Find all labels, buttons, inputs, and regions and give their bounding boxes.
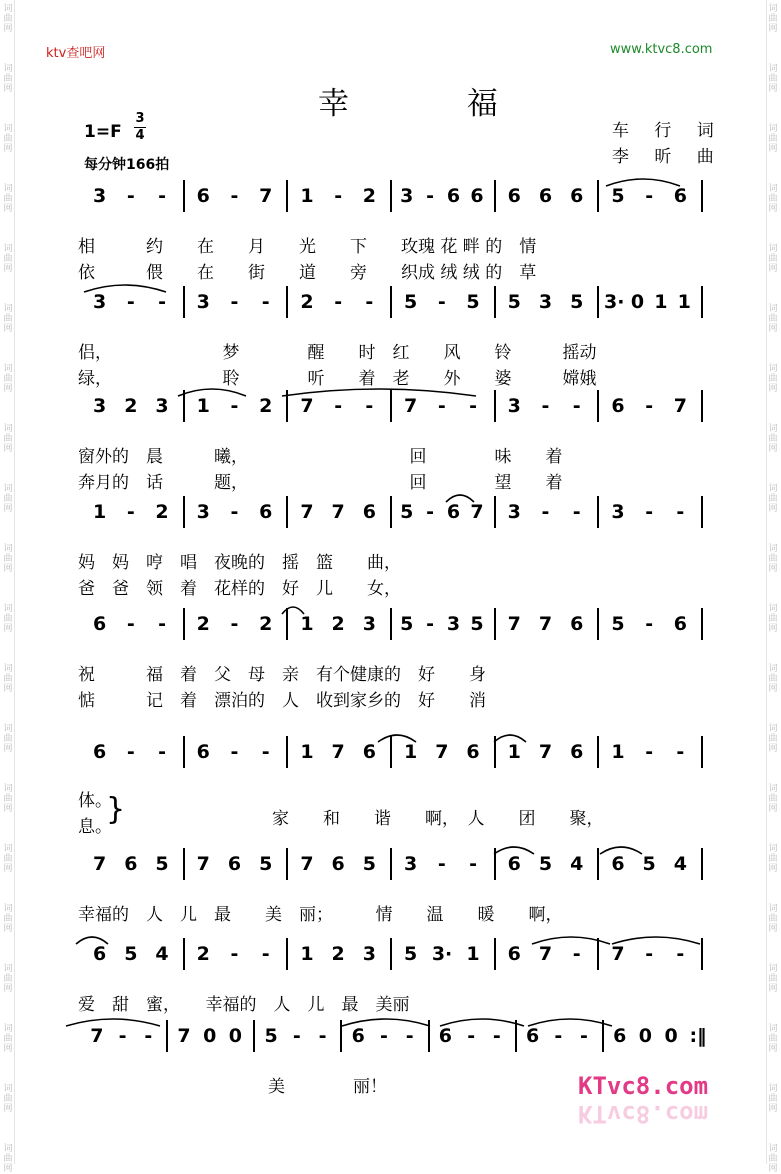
- note: 3·: [604, 291, 625, 313]
- note: 6: [466, 741, 480, 763]
- bar-line: [183, 736, 185, 768]
- note: 5: [642, 853, 656, 875]
- note: 5: [403, 291, 418, 313]
- watermark-text: 词 曲 网: [3, 124, 13, 154]
- note: 5: [259, 853, 273, 875]
- note: -: [334, 185, 343, 207]
- note: 5: [470, 613, 484, 635]
- watermark-text: 词 曲 网: [768, 64, 778, 94]
- note: 7: [300, 395, 314, 417]
- note: 4: [673, 853, 687, 875]
- watermark-text: 词 曲 网: [3, 664, 13, 694]
- watermark-text: 词 曲 网: [768, 964, 778, 994]
- watermark-text: 词 曲 网: [768, 904, 778, 934]
- note: 6: [362, 741, 376, 763]
- note: -: [437, 395, 446, 417]
- note: -: [126, 741, 135, 763]
- note: 3: [611, 501, 625, 523]
- note: 3: [196, 501, 210, 523]
- note: 7: [538, 943, 553, 965]
- watermark-text: 词 曲 网: [3, 244, 13, 274]
- note: -: [541, 501, 550, 523]
- note: 1: [300, 943, 314, 965]
- note: 2: [362, 185, 376, 207]
- note: 6: [196, 741, 210, 763]
- note: 1: [611, 741, 625, 763]
- note: -: [426, 613, 435, 635]
- note: 6: [570, 741, 584, 763]
- bar-line: [390, 608, 392, 640]
- bar-line: [701, 496, 703, 528]
- note: 6: [470, 185, 484, 207]
- lyric-line: 依 偎 在 街 道 旁 织成 绒 绒 的 草: [78, 263, 537, 283]
- bar-line: [286, 180, 288, 212]
- note: -: [230, 291, 239, 313]
- note: -: [230, 395, 239, 417]
- note: 3: [92, 185, 107, 207]
- note: 0: [228, 1025, 243, 1047]
- bar-line: [701, 938, 703, 970]
- lyric-line: 相 约 在 月 光 下 玫瑰 花 畔 的 情: [78, 237, 537, 257]
- note: 6: [611, 853, 625, 875]
- note: -: [645, 943, 654, 965]
- note: -: [230, 741, 239, 763]
- watermark-text: 词 曲 网: [768, 1084, 778, 1114]
- watermark-text: 词 曲 网: [3, 424, 13, 454]
- watermark-text: 词 曲 网: [768, 484, 778, 514]
- note: -: [541, 395, 550, 417]
- note: -: [118, 1025, 127, 1047]
- watermark-text: 词 曲 网: [768, 364, 778, 394]
- note: -: [230, 501, 239, 523]
- note: -: [572, 501, 581, 523]
- note: 5: [611, 185, 625, 207]
- watermark-text: 词 曲 网: [768, 184, 778, 214]
- watermark-text: 词 曲 网: [3, 64, 13, 94]
- note: 6: [196, 185, 210, 207]
- lyricist-credit: 车 行 词: [612, 121, 724, 141]
- note: 2: [259, 395, 273, 417]
- note: 0: [630, 291, 645, 313]
- bar-line: [515, 1020, 517, 1052]
- note: -: [469, 395, 477, 417]
- bar-line: [597, 848, 599, 880]
- note: -: [645, 185, 654, 207]
- note: -: [645, 395, 654, 417]
- note: -: [572, 943, 581, 965]
- note: 6: [611, 395, 625, 417]
- watermark-text: 词 曲 网: [3, 364, 13, 394]
- bar-line: [183, 286, 185, 318]
- watermark-text: 词 曲 网: [3, 304, 13, 334]
- note: -: [437, 291, 446, 313]
- bar-line: [494, 848, 496, 880]
- note: 5: [362, 853, 376, 875]
- note: 3: [92, 291, 107, 313]
- lyric-line: 祝 福 着 父 母 亲 有个健康的 好 身: [78, 665, 486, 685]
- note: 3: [92, 395, 107, 417]
- note: 5: [403, 943, 418, 965]
- note: 3: [507, 395, 521, 417]
- bar-line: [183, 938, 185, 970]
- note: 5: [570, 291, 584, 313]
- note: -: [261, 291, 270, 313]
- note: 6: [507, 943, 521, 965]
- note: 5: [507, 291, 521, 313]
- lyric-line: 幸福的 人 儿 最 美 丽； 情 温 暖 啊，: [78, 905, 563, 925]
- note: 2: [259, 613, 273, 635]
- note: -: [334, 291, 343, 313]
- composer-credit: 李 昕 曲: [612, 147, 724, 167]
- note: 6: [227, 853, 242, 875]
- bar-line: [597, 938, 599, 970]
- note: 0: [638, 1025, 653, 1047]
- note: 3: [400, 185, 414, 207]
- note: -: [126, 501, 135, 523]
- note: 2: [196, 943, 210, 965]
- note: 3: [362, 943, 376, 965]
- lyric-line: 绿， 聆 听 着 老 外 婆 嫦娥: [78, 369, 597, 389]
- bar-line: [494, 938, 496, 970]
- note: 4: [155, 943, 169, 965]
- note: 0: [203, 1025, 217, 1047]
- bar-line: [166, 1020, 168, 1052]
- bar-line: [494, 608, 496, 640]
- watermark-text: 词 曲 网: [768, 844, 778, 874]
- bar-line: [701, 180, 703, 212]
- site-url-header: www.ktvc8.com: [610, 42, 713, 57]
- note: 7: [435, 741, 449, 763]
- bar-line: [701, 286, 703, 318]
- note: 6: [538, 185, 553, 207]
- note: 7: [403, 395, 418, 417]
- watermark-text: 词 曲 网: [768, 664, 778, 694]
- note: -: [365, 291, 374, 313]
- bar-line: [428, 1020, 430, 1052]
- note: -: [676, 501, 685, 523]
- note: 6: [351, 1025, 365, 1047]
- note: 6: [438, 1025, 453, 1047]
- note: -: [380, 1025, 388, 1047]
- note: 6: [446, 501, 461, 523]
- bar-line: [390, 390, 392, 422]
- note: 3·: [431, 943, 453, 965]
- note: 6: [613, 1025, 627, 1047]
- note: 6: [446, 185, 461, 207]
- lyric-line: 爸 爸 领 着 花样的 好 儿 女，: [78, 579, 401, 599]
- watermark-text: 词 曲 网: [768, 724, 778, 754]
- note: 1: [403, 741, 418, 763]
- key-signature: 1=F: [84, 122, 122, 142]
- watermark-text: 词 曲 网: [3, 1084, 13, 1114]
- note: 5: [400, 613, 414, 635]
- note: -: [467, 1025, 476, 1047]
- lyric-line: 妈 妈 哼 唱 夜晚的 摇 篮 曲，: [78, 553, 401, 573]
- note: -: [230, 185, 239, 207]
- note: 6: [673, 613, 687, 635]
- bar-line: [183, 848, 185, 880]
- watermark-text: 词 曲 网: [768, 244, 778, 274]
- bar-line: [183, 390, 185, 422]
- note: -: [580, 1025, 588, 1047]
- note: -: [158, 613, 166, 635]
- note: 0: [664, 1025, 678, 1047]
- lyric-line: 奔月的 话 题， 回 望 着: [78, 473, 563, 493]
- watermark-text: 词 曲 网: [768, 604, 778, 634]
- tempo-marking: 每分钟166拍: [84, 157, 170, 173]
- note: -: [158, 291, 166, 313]
- lyric-line: 惦 记 着 漂泊的 人 收到家乡的 好 消: [78, 691, 486, 711]
- note: 6: [673, 185, 687, 207]
- note: 7: [90, 1025, 104, 1047]
- note: 7: [538, 613, 553, 635]
- end-repeat-sign: :‖: [689, 1025, 707, 1047]
- watermark-text: 词 曲 网: [3, 904, 13, 934]
- note: 6: [331, 853, 345, 875]
- bar-line: [286, 286, 288, 318]
- bar-line: [390, 286, 392, 318]
- watermark-text: 词 曲 网: [3, 544, 13, 574]
- note: -: [261, 943, 270, 965]
- bar-line: [597, 496, 599, 528]
- note: -: [126, 185, 135, 207]
- note: 2: [124, 395, 138, 417]
- watermark-text: 词 曲 网: [768, 304, 778, 334]
- watermark-text: 词 曲 网: [3, 184, 13, 214]
- lyric-line: 体。: [78, 791, 112, 811]
- note: -: [676, 943, 685, 965]
- note: -: [492, 1025, 501, 1047]
- note: 7: [611, 943, 625, 965]
- note: 7: [538, 741, 553, 763]
- note: 7: [259, 185, 273, 207]
- note: 6: [124, 853, 138, 875]
- bar-line: [494, 390, 496, 422]
- note: 2: [155, 501, 169, 523]
- note: 2: [331, 613, 345, 635]
- note: -: [158, 741, 166, 763]
- watermark-text: 词 曲 网: [3, 484, 13, 514]
- bar-line: [602, 1020, 604, 1052]
- note: -: [469, 853, 477, 875]
- site-logo-reflection: KTvc8.com: [578, 1100, 709, 1128]
- note: 6: [507, 185, 521, 207]
- lyric-line: 息。: [78, 817, 112, 837]
- note: 4: [570, 853, 584, 875]
- verse-bracket: }: [106, 792, 126, 827]
- note: 2: [331, 943, 345, 965]
- watermark-text: 词 曲 网: [3, 724, 13, 754]
- note: 7: [300, 853, 314, 875]
- bar-line: [494, 180, 496, 212]
- note: -: [158, 185, 166, 207]
- note: 3: [538, 291, 553, 313]
- time-signature: [134, 112, 146, 143]
- note: 7: [177, 1025, 191, 1047]
- note: -: [437, 853, 446, 875]
- site-name-header: ktv查吧网: [46, 46, 106, 61]
- bar-line: [183, 496, 185, 528]
- note: 1: [300, 741, 314, 763]
- watermark-text: 词 曲 网: [768, 1024, 778, 1054]
- watermark-text: 词 曲 网: [3, 4, 13, 34]
- watermark-text: 词 曲 网: [3, 1024, 13, 1054]
- note: 3: [507, 501, 521, 523]
- note: 6: [570, 185, 584, 207]
- note: 6: [362, 501, 376, 523]
- note: -: [126, 613, 135, 635]
- note: 6: [570, 613, 584, 635]
- bar-line: [253, 1020, 255, 1052]
- note: -: [572, 395, 581, 417]
- watermark-text: 词 曲 网: [768, 124, 778, 154]
- note: 5: [538, 853, 553, 875]
- watermark-text: 词 曲 网: [768, 4, 778, 34]
- note: 6: [507, 853, 521, 875]
- note: 1: [677, 291, 691, 313]
- note: 1: [300, 185, 314, 207]
- bar-line: [286, 608, 288, 640]
- note: -: [144, 1025, 153, 1047]
- note: 5: [124, 943, 138, 965]
- note: 6: [259, 501, 273, 523]
- note: 2: [300, 291, 314, 313]
- note: 7: [470, 501, 484, 523]
- lyric-line: 侣， 梦 醒 时 红 风 铃 摇动: [78, 343, 597, 363]
- note: 7: [507, 613, 521, 635]
- note: 7: [673, 395, 687, 417]
- bar-line: [494, 286, 496, 318]
- watermark-text: 词 曲 网: [768, 1144, 778, 1174]
- bar-line: [494, 736, 496, 768]
- bar-line: [286, 736, 288, 768]
- note: -: [405, 1025, 414, 1047]
- lyric-line: 爱 甜 蜜， 幸福的 人 儿 最 美丽: [78, 995, 410, 1015]
- note: -: [318, 1025, 327, 1047]
- note: 7: [331, 741, 345, 763]
- note: 5: [611, 613, 625, 635]
- bar-line: [390, 736, 392, 768]
- bar-line: [701, 736, 703, 768]
- note: 1: [300, 613, 314, 635]
- note: -: [230, 943, 239, 965]
- bar-line: [183, 608, 185, 640]
- note: 7: [92, 853, 107, 875]
- note: 3: [362, 613, 376, 635]
- bar-line: [286, 938, 288, 970]
- bar-line: [390, 938, 392, 970]
- bar-line: [597, 180, 599, 212]
- time-signature-numerator: 3: [135, 111, 145, 126]
- note: 7: [300, 501, 314, 523]
- time-signature-denominator: 4: [135, 128, 145, 143]
- note: 5: [155, 853, 169, 875]
- bar-line: [494, 496, 496, 528]
- note: 7: [331, 501, 345, 523]
- bar-line: [390, 496, 392, 528]
- watermark-text: 词 曲 网: [3, 964, 13, 994]
- note: 3: [403, 853, 418, 875]
- note: -: [126, 291, 135, 313]
- refrain-lyric: 家 和 谐 啊， 人 团 聚，: [272, 809, 604, 829]
- note: 6: [525, 1025, 540, 1047]
- bar-line: [701, 848, 703, 880]
- note: 5: [264, 1025, 278, 1047]
- bar-line: [597, 390, 599, 422]
- note: 3: [155, 395, 169, 417]
- note: -: [676, 741, 685, 763]
- bar-line: [183, 180, 185, 212]
- note: 6: [92, 613, 107, 635]
- bar-line: [597, 286, 599, 318]
- watermark-text: 词 曲 网: [3, 1144, 13, 1174]
- song-title: 幸 福: [318, 86, 552, 122]
- note: 3: [446, 613, 461, 635]
- note: -: [645, 501, 654, 523]
- note: -: [292, 1025, 301, 1047]
- bar-line: [701, 608, 703, 640]
- bar-line: [597, 736, 599, 768]
- watermark-text: 词 曲 网: [3, 784, 13, 814]
- note: -: [365, 395, 374, 417]
- note: 1: [654, 291, 668, 313]
- lyric-line: 美 丽！: [268, 1077, 387, 1097]
- note: 1: [507, 741, 521, 763]
- note: 1: [196, 395, 210, 417]
- bar-line: [286, 496, 288, 528]
- watermark-text: 词 曲 网: [768, 424, 778, 454]
- note: -: [645, 741, 654, 763]
- bar-line: [286, 848, 288, 880]
- site-logo: KTvc8.com: [578, 1072, 709, 1100]
- note: 1: [466, 943, 480, 965]
- bar-line: [340, 1020, 342, 1052]
- note: 6: [92, 741, 107, 763]
- note: 6: [92, 943, 107, 965]
- bar-line: [597, 608, 599, 640]
- watermark-text: 词 曲 网: [3, 844, 13, 874]
- note: -: [230, 613, 239, 635]
- watermark-text: 词 曲 网: [768, 544, 778, 574]
- note: -: [645, 613, 654, 635]
- note: 5: [400, 501, 414, 523]
- bar-line: [286, 390, 288, 422]
- watermark-text: 词 曲 网: [768, 784, 778, 814]
- note: 7: [196, 853, 210, 875]
- bar-line: [390, 180, 392, 212]
- note: -: [334, 395, 343, 417]
- bar-line: [390, 848, 392, 880]
- watermark-text: 词 曲 网: [3, 604, 13, 634]
- note: 3: [196, 291, 210, 313]
- note: -: [426, 501, 435, 523]
- lyric-line: 窗外的 晨 曦， 回 味 着: [78, 447, 563, 467]
- note: -: [554, 1025, 563, 1047]
- note: -: [261, 741, 270, 763]
- note: -: [426, 185, 435, 207]
- note: 1: [92, 501, 107, 523]
- bar-line: [701, 390, 703, 422]
- note: 5: [466, 291, 480, 313]
- note: 2: [196, 613, 210, 635]
